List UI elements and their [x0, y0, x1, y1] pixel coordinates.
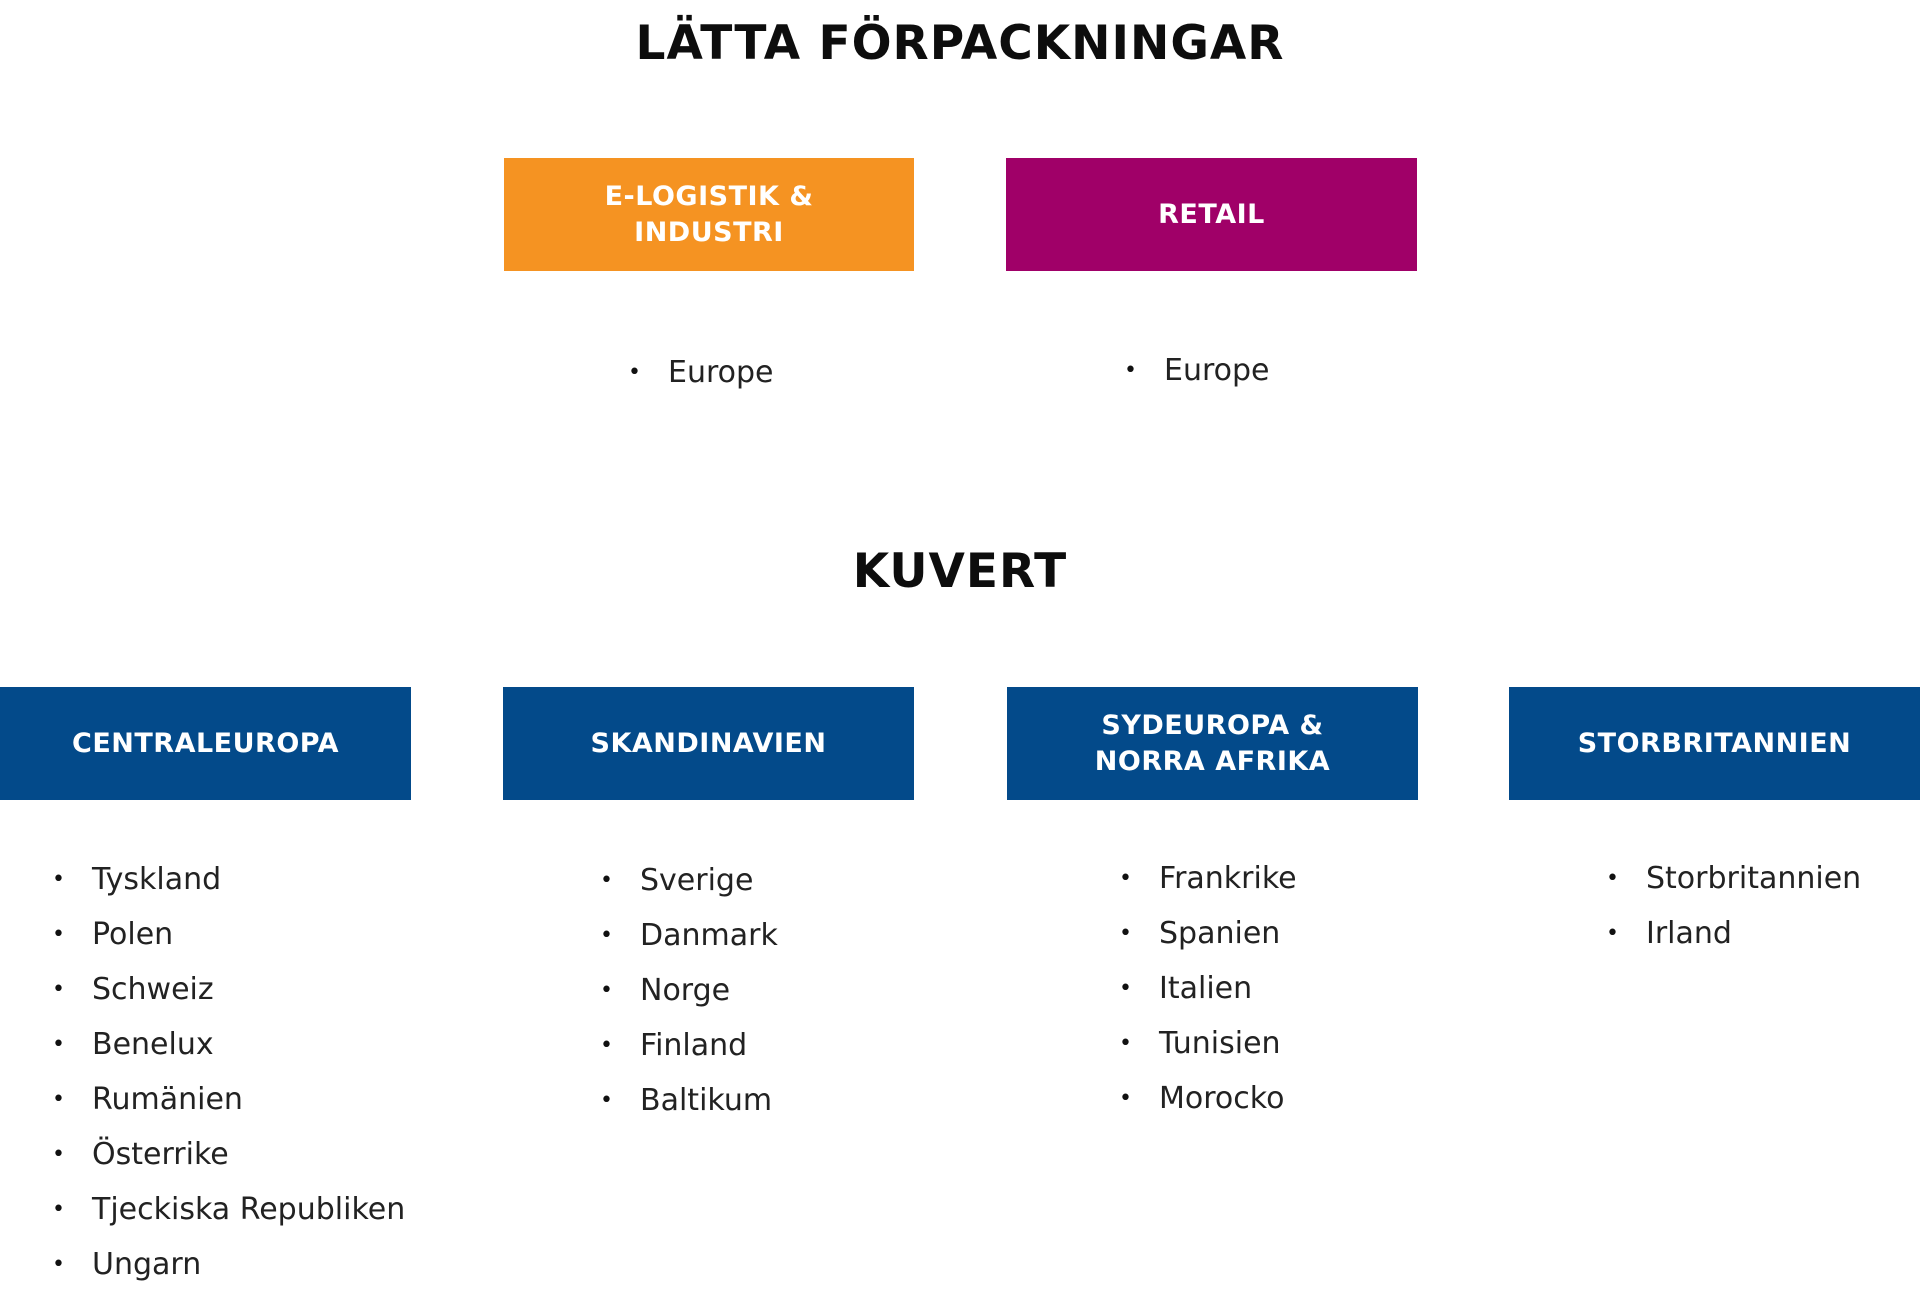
- list-item: • Sverige: [600, 853, 778, 908]
- category-box-retail: RETAIL: [1006, 158, 1417, 271]
- centraleuropa-country-list: [52, 852, 405, 1292]
- list-item: • Finland: [600, 1018, 778, 1073]
- list-item: • Rumänien: [52, 1072, 405, 1127]
- list-item: • Österrike: [52, 1127, 405, 1182]
- list-item: • Irland: [1606, 906, 1861, 961]
- list-item: • Italien: [1119, 961, 1297, 1016]
- list-item: • Frankrike: [1119, 851, 1297, 906]
- list-item: • Tunisien: [1119, 1016, 1297, 1071]
- list-item: • Schweiz: [52, 962, 405, 1017]
- list-item: • Europe: [1124, 343, 1270, 398]
- retail-market-list: [1124, 343, 1270, 398]
- list-item: • Ungarn: [52, 1237, 405, 1292]
- list-item: • Norge: [600, 963, 778, 1018]
- list-item: • Benelux: [52, 1017, 405, 1072]
- skandinavien-country-list: [600, 853, 778, 1128]
- list-item: • Baltikum: [600, 1073, 778, 1128]
- region-box-sydeuropa-norra-afrika: SYDEUROPA & NORRA AFRIKA: [1007, 687, 1418, 800]
- region-box-storbritannien: STORBRITANNIEN: [1509, 687, 1920, 800]
- region-box-centraleuropa: CENTRALEUROPA: [0, 687, 411, 800]
- e-logistik-market-list: [628, 345, 774, 400]
- list-item: • Polen: [52, 907, 405, 962]
- category-box-e-logistik-industri: E-LOGISTIK & INDUSTRI: [504, 158, 914, 271]
- list-item: • Storbritannien: [1606, 851, 1861, 906]
- list-item: • Tyskland: [52, 852, 405, 907]
- sydeuropa-country-list: [1119, 851, 1297, 1126]
- list-item: • Europe: [628, 345, 774, 400]
- section-title-envelopes: KUVERT: [852, 544, 1068, 599]
- list-item: • Tjeckiska Republiken: [52, 1182, 405, 1237]
- list-item: • Morocko: [1119, 1071, 1297, 1126]
- list-item: • Spanien: [1119, 906, 1297, 961]
- section-title-light-packaging: LÄTTA FÖRPACKNINGAR: [635, 16, 1285, 71]
- list-item: • Danmark: [600, 908, 778, 963]
- region-box-skandinavien: SKANDINAVIEN: [503, 687, 914, 800]
- storbritannien-country-list: [1606, 851, 1861, 961]
